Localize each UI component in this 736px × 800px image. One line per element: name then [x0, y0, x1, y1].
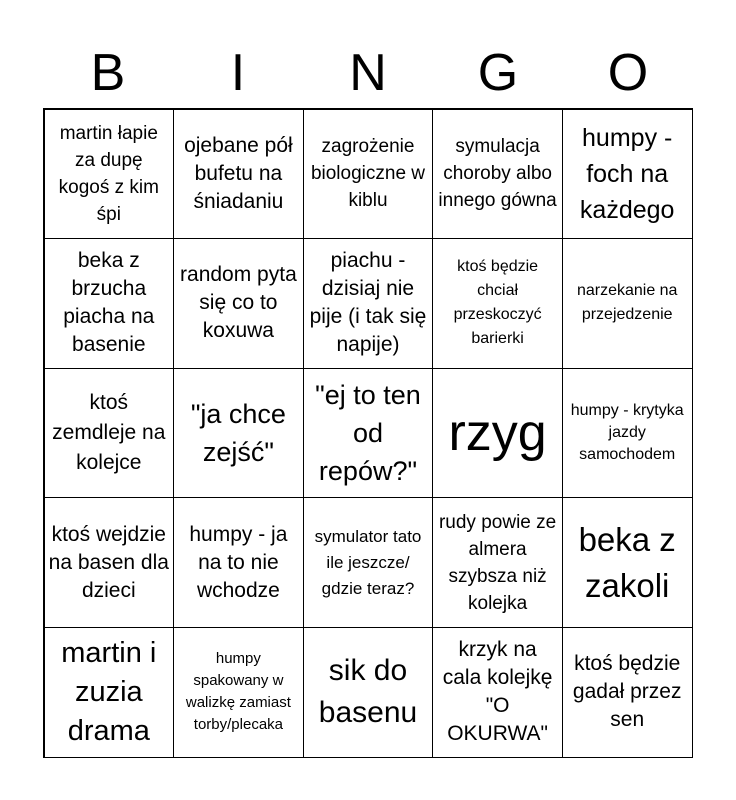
bingo-grid: [43, 108, 693, 758]
cell-text: humpy - krytyka jazdy samochodem: [570, 401, 684, 463]
bingo-cell[interactable]: [562, 238, 693, 369]
bingo-cell[interactable]: [303, 497, 434, 628]
cell-text: ktoś zemdleje na kolejce: [52, 390, 166, 474]
header-letter-n: N: [349, 44, 387, 102]
bingo-cell[interactable]: [432, 497, 563, 628]
bingo-cell[interactable]: [44, 109, 175, 240]
bingo-cell[interactable]: [303, 368, 434, 499]
bingo-cell[interactable]: [432, 627, 563, 758]
cell-text: martin łapie za dupę kogoś z kim śpi: [58, 122, 159, 225]
header-letter-i: I: [230, 44, 246, 102]
bingo-cell[interactable]: [173, 627, 304, 758]
cell-text: ktoś będzie chciał przeskoczyć barierki: [453, 258, 542, 348]
cell-text: ktoś wejdzie na basen dla dzieci: [48, 522, 169, 602]
cell-text: rudy powie ze almera szybsza niż kolejka: [438, 511, 557, 614]
bingo-cell[interactable]: [432, 109, 563, 240]
bingo-cell[interactable]: [44, 368, 175, 499]
bingo-cell[interactable]: [562, 627, 693, 758]
bingo-cell[interactable]: [173, 238, 304, 369]
cell-text: piachu - dzisiaj nie pije (i tak się napije): [309, 249, 427, 357]
header-letter-b: B: [90, 44, 126, 102]
bingo-cell[interactable]: [44, 497, 175, 628]
cell-text: krzyk na cala kolejkę "O OKURWA": [442, 638, 553, 746]
bingo-cell[interactable]: [432, 238, 563, 369]
bingo-cell[interactable]: [303, 109, 434, 240]
header-letter-g: G: [477, 44, 519, 102]
bingo-cell[interactable]: [303, 627, 434, 758]
cell-text: symulator tato ile jeszcze/ gdzie teraz?: [314, 526, 422, 598]
header-letter-o: O: [607, 44, 649, 102]
bingo-cell[interactable]: [173, 497, 304, 628]
bingo-cell[interactable]: [303, 238, 434, 369]
cell-text: beka z brzucha piacha na basenie: [63, 249, 155, 357]
bingo-cell[interactable]: [562, 497, 693, 628]
cell-text: random pyta się co to koxuwa: [180, 263, 297, 343]
bingo-cell[interactable]: [44, 627, 175, 758]
cell-text: ojebane pół bufetu na śniadaniu: [184, 133, 293, 213]
cell-text: sik do basenu: [318, 654, 418, 730]
cell-text: narzekanie na przejedzenie: [576, 282, 678, 324]
cell-text: beka z zakoli: [578, 520, 676, 604]
bingo-cell[interactable]: [173, 109, 304, 240]
bingo-cell[interactable]: [432, 368, 563, 499]
bingo-cell[interactable]: [44, 238, 175, 369]
cell-text: martin i zuzia drama: [61, 636, 157, 747]
cell-text: zagrożenie biologiczne w kiblu: [310, 136, 426, 212]
bingo-cell[interactable]: [562, 109, 693, 240]
bingo-header: [43, 38, 693, 108]
cell-text: humpy - foch na każdego: [579, 123, 675, 224]
cell-text: humpy spakowany w walizkę zamiast torby/plecaka: [185, 650, 291, 734]
cell-text: rzyg: [448, 403, 547, 462]
cell-text: ktoś będzie gadał przez sen: [572, 652, 682, 732]
bingo-cell[interactable]: [562, 368, 693, 499]
cell-text: "ja chce zejść": [190, 398, 286, 467]
cell-text: humpy - ja na to nie wchodze: [189, 522, 288, 602]
cell-text: symulacja choroby albo innego gówna: [438, 136, 557, 212]
cell-text: "ej to ten od repów?": [315, 379, 421, 486]
bingo-cell[interactable]: [173, 368, 304, 499]
